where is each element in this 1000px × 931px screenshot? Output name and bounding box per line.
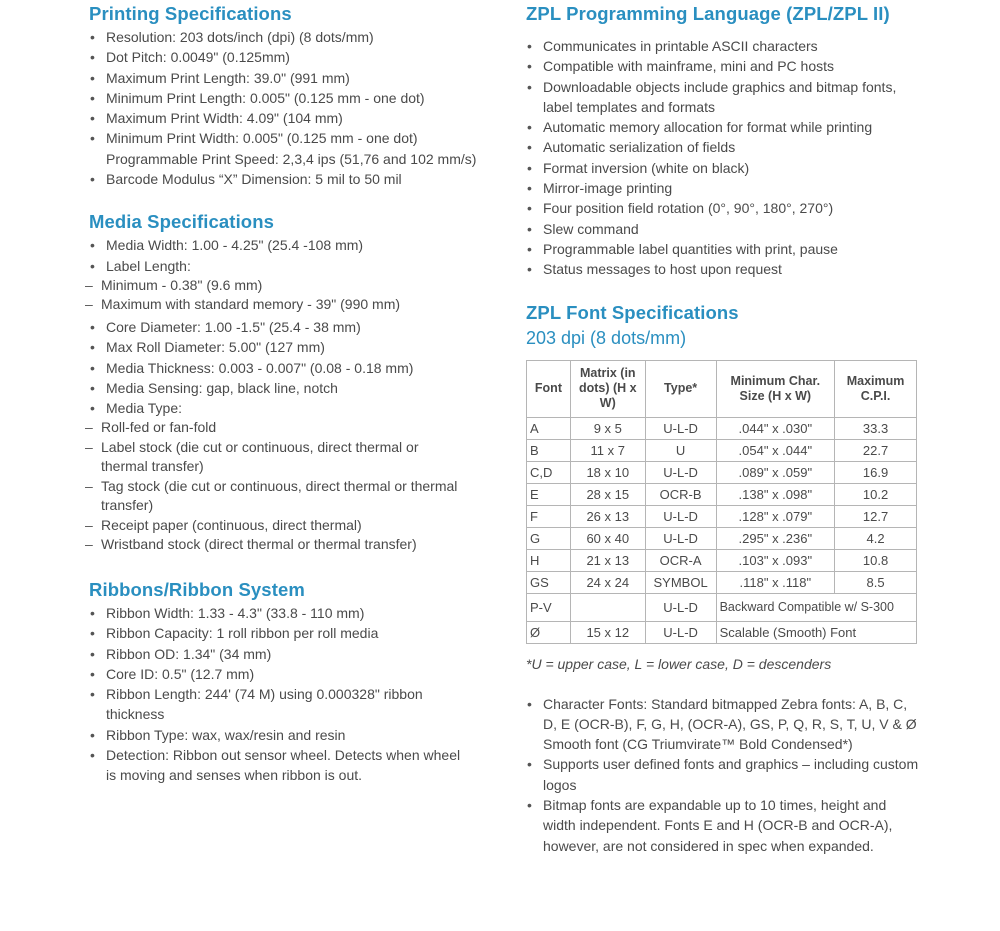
cell-cpi: 10.8 bbox=[835, 549, 917, 571]
table-header-row bbox=[527, 360, 917, 417]
list-item: • Core ID: 0.5" (12.7 mm) bbox=[89, 664, 469, 684]
table-row bbox=[527, 461, 917, 483]
cell-type: U bbox=[645, 439, 716, 461]
cell-matrix: 18 x 10 bbox=[570, 461, 645, 483]
column-header: Font bbox=[527, 360, 571, 417]
font-spec-subtitle: 203 dpi (8 dots/mm) bbox=[526, 327, 687, 348]
list-item: • Media Type: bbox=[89, 398, 489, 418]
list-item: • Detection: Ribbon out sensor wheel. Detects when wheel is moving and senses when ribbon is out. bbox=[89, 745, 469, 786]
cell-matrix: 26 x 13 bbox=[570, 505, 645, 527]
label-length-sublist bbox=[72, 276, 489, 315]
cell-type: U-L-D bbox=[645, 593, 716, 621]
list-item: • Ribbon Capacity: 1 roll ribbon per roll media bbox=[89, 623, 469, 643]
printing-spec-list-extra bbox=[89, 169, 489, 189]
cell-size: .118" x .118" bbox=[716, 571, 835, 593]
list-item: • Media Sensing: gap, black line, notch bbox=[89, 378, 489, 398]
table-row bbox=[527, 549, 917, 571]
column-header: Minimum Char. Size (H x W) bbox=[716, 360, 835, 417]
cell-type: SYMBOL bbox=[645, 571, 716, 593]
cell-cpi: 16.9 bbox=[835, 461, 917, 483]
cell-merged-note: Scalable (Smooth) Font bbox=[716, 621, 916, 643]
media-spec-list-2 bbox=[89, 317, 489, 418]
cell-font: F bbox=[527, 505, 571, 527]
cell-cpi: 4.2 bbox=[835, 527, 917, 549]
list-item: • Core Diameter: 1.00 -1.5" (25.4 - 38 mm) bbox=[89, 317, 489, 337]
list-item: • Minimum Print Length: 0.005" (0.125 mm - one dot) bbox=[89, 88, 489, 108]
cell-cpi: 8.5 bbox=[835, 571, 917, 593]
cell-size: .054" x .044" bbox=[716, 439, 835, 461]
cell-font: B bbox=[527, 439, 571, 461]
column-header: Type* bbox=[645, 360, 716, 417]
table-row bbox=[527, 505, 917, 527]
list-item: • Minimum Print Width: 0.005" (0.125 mm - one dot) bbox=[89, 128, 489, 148]
cell-matrix: 21 x 13 bbox=[570, 549, 645, 571]
cell-size: .128" x .079" bbox=[716, 505, 835, 527]
list-item: • Status messages to host upon request bbox=[526, 259, 916, 279]
cell-cpi: 33.3 bbox=[835, 417, 917, 439]
list-item: – Wristband stock (direct thermal or thermal transfer) bbox=[72, 535, 467, 555]
list-item: • Communicates in printable ASCII characters bbox=[526, 36, 916, 56]
cell-type: U-L-D bbox=[645, 505, 716, 527]
font-spec-heading: ZPL Font Specifications bbox=[526, 301, 739, 323]
list-item: • Programmable label quantities with print, pause bbox=[526, 239, 916, 259]
media-spec-list bbox=[89, 235, 489, 276]
cell-size: .103" x .093" bbox=[716, 549, 835, 571]
list-item: – Maximum with standard memory - 39" (990 mm) bbox=[72, 295, 489, 315]
list-item: – Label stock (die cut or continuous, direct thermal or thermal transfer) bbox=[72, 438, 467, 477]
cell-font: A bbox=[527, 417, 571, 439]
list-item: • Compatible with mainframe, mini and PC hosts bbox=[526, 56, 916, 76]
cell-type: U-L-D bbox=[645, 527, 716, 549]
list-item: • Automatic memory allocation for format while printing bbox=[526, 117, 916, 137]
cell-type: OCR-B bbox=[645, 483, 716, 505]
cell-matrix: 9 x 5 bbox=[570, 417, 645, 439]
list-item: – Roll-fed or fan-fold bbox=[72, 418, 467, 438]
zpl-list bbox=[526, 36, 916, 280]
list-item: • Automatic serialization of fields bbox=[526, 137, 916, 157]
cell-matrix: 11 x 7 bbox=[570, 439, 645, 461]
media-spec-heading: Media Specifications bbox=[89, 211, 274, 233]
cell-font: Ø bbox=[527, 621, 571, 643]
cell-matrix: 15 x 12 bbox=[570, 621, 645, 643]
printing-spec-list bbox=[89, 27, 489, 149]
list-item: • Downloadable objects include graphics and bitmap fonts, label templates and formats bbox=[526, 77, 916, 118]
printing-spec-heading: Printing Specifications bbox=[89, 3, 292, 24]
cell-type: U-L-D bbox=[645, 461, 716, 483]
cell-type: U-L-D bbox=[645, 417, 716, 439]
cell-size: .089" x .059" bbox=[716, 461, 835, 483]
cell-font: GS bbox=[527, 571, 571, 593]
column-header: Maximum C.P.I. bbox=[835, 360, 917, 417]
cell-type: OCR-A bbox=[645, 549, 716, 571]
list-item: – Minimum - 0.38" (9.6 mm) bbox=[72, 276, 489, 296]
cell-size: .295" x .236" bbox=[716, 527, 835, 549]
list-item: • Supports user defined fonts and graphics – including custom logos bbox=[526, 754, 921, 795]
left-column bbox=[89, 0, 489, 786]
list-item: • Mirror-image printing bbox=[526, 178, 916, 198]
list-item: • Ribbon OD: 1.34" (34 mm) bbox=[89, 644, 469, 664]
cell-merged-note: Backward Compatible w/ S-300 bbox=[716, 593, 916, 621]
list-item: • Barcode Modulus “X” Dimension: 5 mil to 50 mil bbox=[89, 169, 489, 189]
table-row bbox=[527, 483, 917, 505]
cell-type: U-L-D bbox=[645, 621, 716, 643]
cell-cpi: 12.7 bbox=[835, 505, 917, 527]
list-item: • Four position field rotation (0°, 90°, 180°, 270°) bbox=[526, 198, 916, 218]
list-item: • Bitmap fonts are expandable up to 10 times, height and width independent. Fonts E and H (OCR-B and OCR-A), however, are not considered in spec when expanded. bbox=[526, 795, 921, 856]
cell-font: H bbox=[527, 549, 571, 571]
column-header: Matrix (in dots) (H x W) bbox=[570, 360, 645, 417]
cell-font: P-V bbox=[527, 593, 571, 621]
list-item: • Dot Pitch: 0.0049" (0.125mm) bbox=[89, 47, 489, 67]
list-item: – Tag stock (die cut or continuous, direct thermal or thermal transfer) bbox=[72, 477, 467, 516]
cell-cpi: 22.7 bbox=[835, 439, 917, 461]
table-row bbox=[527, 621, 917, 643]
cell-matrix bbox=[570, 593, 645, 621]
list-item: • Maximum Print Width: 4.09" (104 mm) bbox=[89, 108, 489, 128]
media-type-sublist bbox=[72, 418, 467, 555]
table-row bbox=[527, 593, 917, 621]
list-item: • Ribbon Width: 1.33 - 4.3" (33.8 - 110 mm) bbox=[89, 603, 469, 623]
list-item: • Max Roll Diameter: 5.00" (127 mm) bbox=[89, 337, 489, 357]
table-row bbox=[527, 571, 917, 593]
list-item: – Receipt paper (continuous, direct thermal) bbox=[72, 516, 467, 536]
ribbons-list bbox=[89, 603, 469, 786]
list-item: • Ribbon Type: wax, wax/resin and resin bbox=[89, 725, 469, 745]
print-speed-text: Programmable Print Speed: 2,3,4 ips (51,76 and 102 mm/s) bbox=[106, 150, 477, 167]
table-row bbox=[527, 439, 917, 461]
list-item: • Slew command bbox=[526, 219, 916, 239]
font-features-list bbox=[526, 694, 921, 856]
cell-cpi: 10.2 bbox=[835, 483, 917, 505]
list-item: • Media Width: 1.00 - 4.25" (25.4 -108 mm) bbox=[89, 235, 489, 255]
list-item: • Media Thickness: 0.003 - 0.007" (0.08 - 0.18 mm) bbox=[89, 358, 489, 378]
font-spec-table bbox=[526, 360, 917, 644]
list-item: • Character Fonts: Standard bitmapped Zebra fonts: A, B, C, D, E (OCR-B), F, G, H, (OCR-A), GS, P, Q, R, S, T, U, V & Ø Smooth font (CG Triumvirate™ Bold Condensed*) bbox=[526, 694, 921, 755]
type-legend-note: *U = upper case, L = lower case, D = descenders bbox=[526, 655, 832, 672]
table-row bbox=[527, 527, 917, 549]
list-item: • Format inversion (white on black) bbox=[526, 158, 916, 178]
cell-font: G bbox=[527, 527, 571, 549]
right-column bbox=[526, 0, 926, 856]
list-item: • Ribbon Length: 244' (74 M) using 0.000328" ribbon thickness bbox=[89, 684, 469, 725]
cell-font: C,D bbox=[527, 461, 571, 483]
table-row bbox=[527, 417, 917, 439]
ribbons-heading: Ribbons/Ribbon System bbox=[89, 578, 305, 600]
cell-matrix: 28 x 15 bbox=[570, 483, 645, 505]
cell-font: E bbox=[527, 483, 571, 505]
cell-size: .138" x .098" bbox=[716, 483, 835, 505]
list-item: • Maximum Print Length: 39.0" (991 mm) bbox=[89, 68, 489, 88]
cell-matrix: 24 x 24 bbox=[570, 571, 645, 593]
cell-matrix: 60 x 40 bbox=[570, 527, 645, 549]
list-item: • Label Length: bbox=[89, 256, 489, 276]
list-item: • Resolution: 203 dots/inch (dpi) (8 dots/mm) bbox=[89, 27, 489, 47]
zpl-heading: ZPL Programming Language (ZPL/ZPL II) bbox=[526, 3, 890, 24]
cell-size: .044" x .030" bbox=[716, 417, 835, 439]
